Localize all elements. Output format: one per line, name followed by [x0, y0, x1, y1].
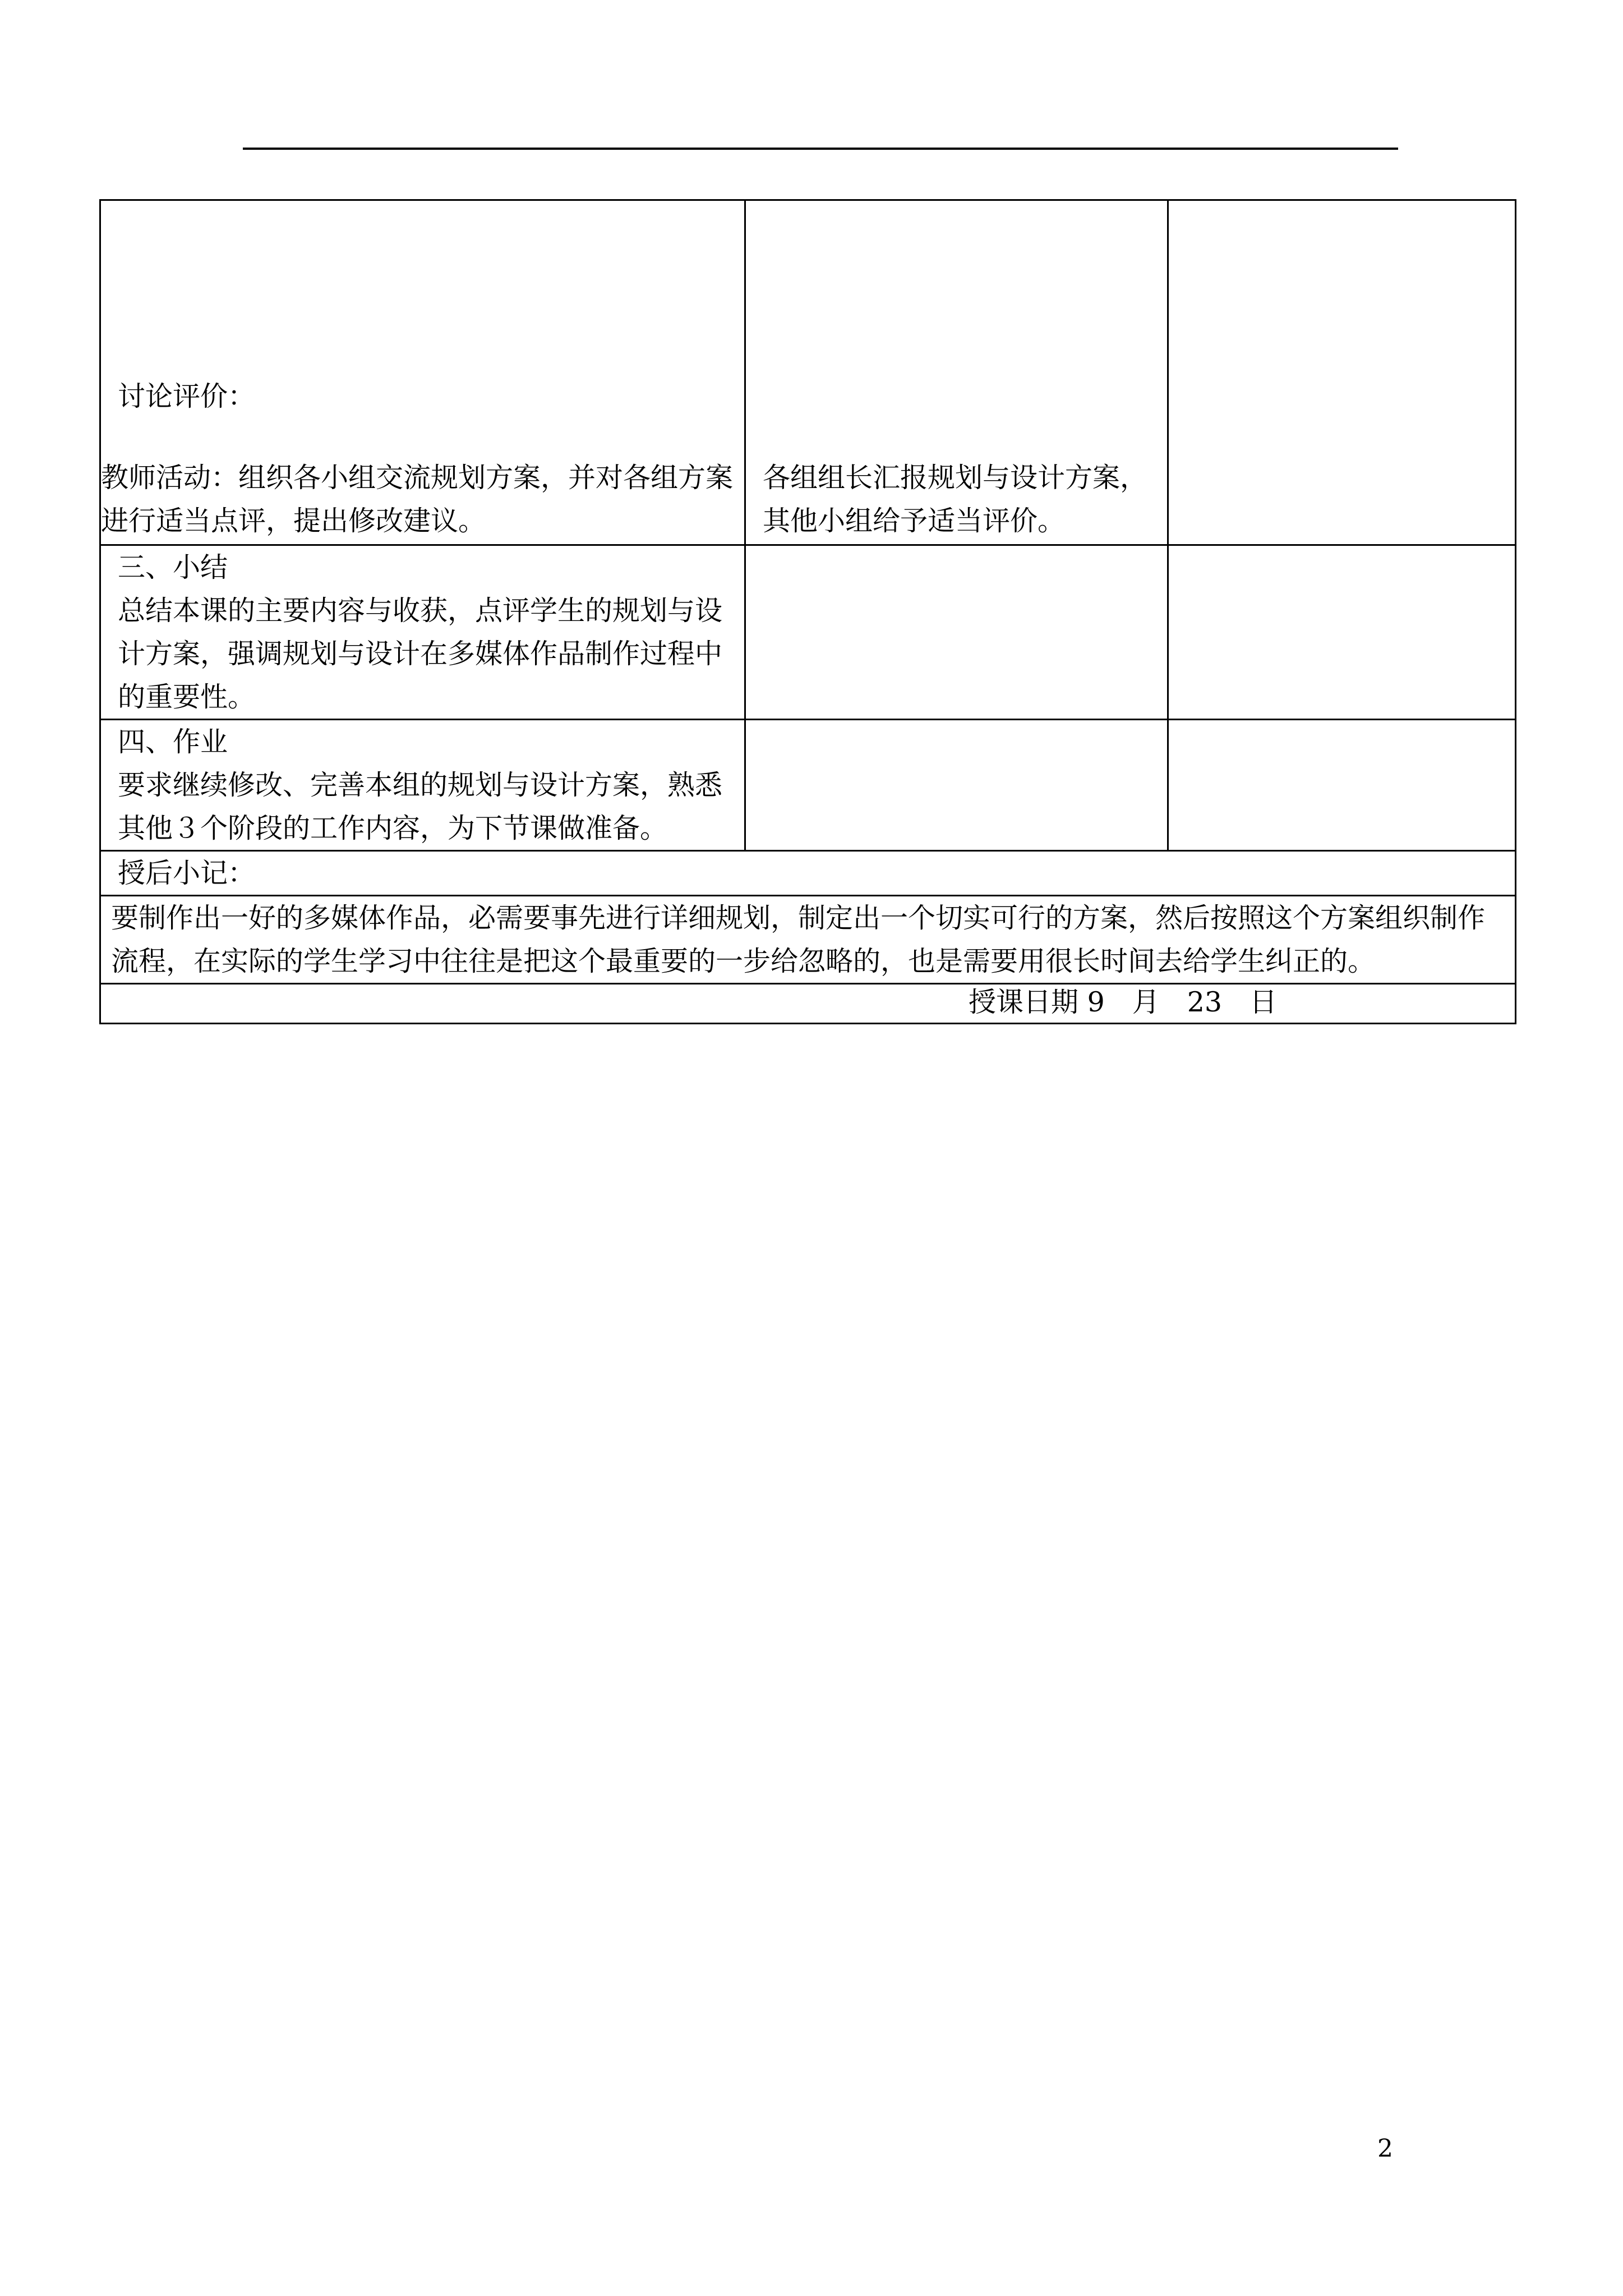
lesson-plan-table	[99, 199, 1516, 1024]
table-row	[100, 545, 1516, 720]
teacher-cell	[100, 200, 745, 545]
page-number: 2	[1377, 2134, 1393, 2163]
homework-heading: 四、作业	[118, 726, 228, 758]
table-row	[100, 720, 1516, 851]
summary-heading: 三、小结	[118, 551, 228, 583]
notes-body-cell	[100, 896, 1516, 984]
student-activity-text: 各组组长汇报规划与设计方案，其他小组给予适当评价。	[763, 462, 1148, 537]
homework-student-cell	[745, 720, 1168, 851]
notes-body: 要制作出一好的多媒体作品，必需要事先进行详细规划，制定出一个切实可行的方案，然后按照这个方案组织制作流程，在实际的学生学习中往往是把这个最重要的一步给忽略的，也是需要用很长时间去给学生纠正的。	[111, 902, 1486, 977]
discussion-label: 讨论评价：	[118, 380, 256, 412]
teacher-activity-text: 教师活动：组织各小组交流规划方案，并对各组方案进行适当点评，提出修改建议。	[101, 462, 734, 537]
summary-student-cell	[745, 545, 1168, 720]
homework-notes-cell	[1168, 720, 1516, 851]
date-cell	[100, 984, 1516, 1024]
notes-label-cell	[100, 851, 1516, 896]
table-row	[100, 896, 1516, 984]
student-cell	[745, 200, 1168, 545]
homework-body: 要求继续修改、完善本组的规划与设计方案，熟悉其他３个阶段的工作内容，为下节课做准备。	[118, 769, 723, 844]
notes-cell	[1168, 200, 1516, 545]
summary-body: 总结本课的主要内容与收获，点评学生的规划与设计方案，强调规划与设计在多媒体作品制作过程中的重要性。	[118, 595, 723, 713]
table-row	[100, 984, 1516, 1024]
homework-cell	[100, 720, 745, 851]
summary-cell	[100, 545, 745, 720]
summary-notes-cell	[1168, 545, 1516, 720]
table-row	[100, 200, 1516, 545]
table-row	[100, 851, 1516, 896]
notes-label: 授后小记：	[118, 857, 256, 889]
header-rule	[243, 148, 1398, 150]
lesson-date: 授课日期 9 月 23 日	[969, 986, 1278, 1018]
